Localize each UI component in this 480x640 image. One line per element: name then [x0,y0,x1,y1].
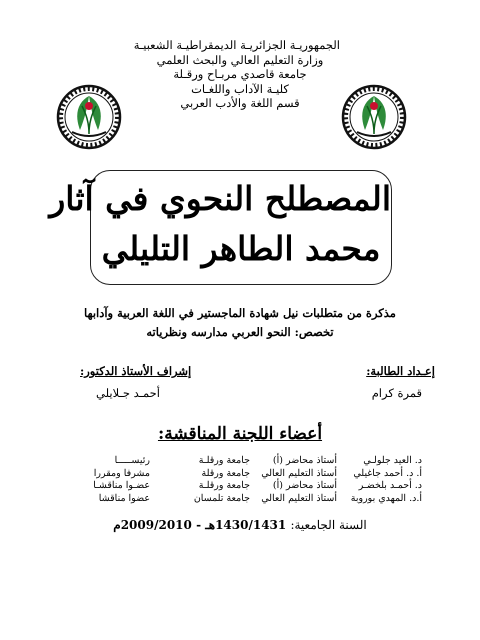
specialization: تخصص: النحو العربي مدارسه ونظرياته [146,325,334,339]
member-rank: أستاذ محاضر (أ) [272,455,337,466]
member-university: جامعة ورقلة [201,467,250,479]
header-line-university: جامعة قاصدي مربـاح ورقـلة [173,67,307,81]
committee-row [62,480,422,493]
member-university: جامعة تلمسان [193,492,250,504]
committee-table [62,455,422,505]
member-rank: أستاذ التعليم العالي [261,467,337,479]
member-role: رئيســـــا [114,455,150,466]
member-university: جامعة ورقلـة [198,455,250,466]
member-role: عضـوا مناقشـا [93,480,150,491]
committee-row [62,468,422,481]
university-emblem-icon [56,84,122,150]
member-university: جامعة ورقلـة [198,480,250,491]
member-name: د. أحمـد بلخضـر [358,480,422,491]
member-name: أ. د. أحمد جاغيلي [353,467,422,479]
university-emblem-icon [341,84,407,150]
header-line-department: قسم اللغة والأدب العربي [180,96,300,110]
member-name: أ.د. المهدي بوروبة [350,492,422,504]
member-rank: أستاذ محاضر (أ) [272,480,337,491]
degree-requirement: مذكرة من متطلبات نيل شهادة الماجستير في اللغة العربية وآدابها [84,306,396,320]
thesis-title-line-1: المصطلح النحوي في آثار [49,179,391,218]
committee-row [62,493,422,506]
supervisor-label: إشراف الأستاذ الدكتور: [80,364,192,378]
student-name: قمرة كرام [371,386,422,400]
student-label: إعـداد الطالبة: [366,364,435,378]
header-line-faculty: كليـة الآداب واللغـات [191,81,289,96]
member-name: د. العيد جلولـي [363,455,422,466]
member-rank: أستاذ التعليم العالي [261,492,337,504]
academic-year-value: 1430/1431هـ - 2009/2010م [113,518,287,532]
thesis-title-line-2: محمد الطاهر التليلي [101,229,381,268]
member-role: عضوا مناقشا [98,492,150,504]
thesis-title-box [49,170,392,285]
header-line-ministry: وزارة التعليم العالي والبحث العلمي [156,52,324,67]
academic-year [0,518,480,532]
institution-header [133,38,340,111]
header-line-republic: الجمهوريـة الجزائريـة الديمقراطيـة الشعبيـة [133,38,340,52]
committee-row [62,455,422,468]
academic-year-label: السنة الجامعية: [290,518,367,532]
committee-title: أعضاء اللجنة المناقشة: [157,424,323,444]
member-role: مشرفا ومقررا [93,467,150,479]
supervisor-name: أحمـد جـلايلي [96,386,160,400]
